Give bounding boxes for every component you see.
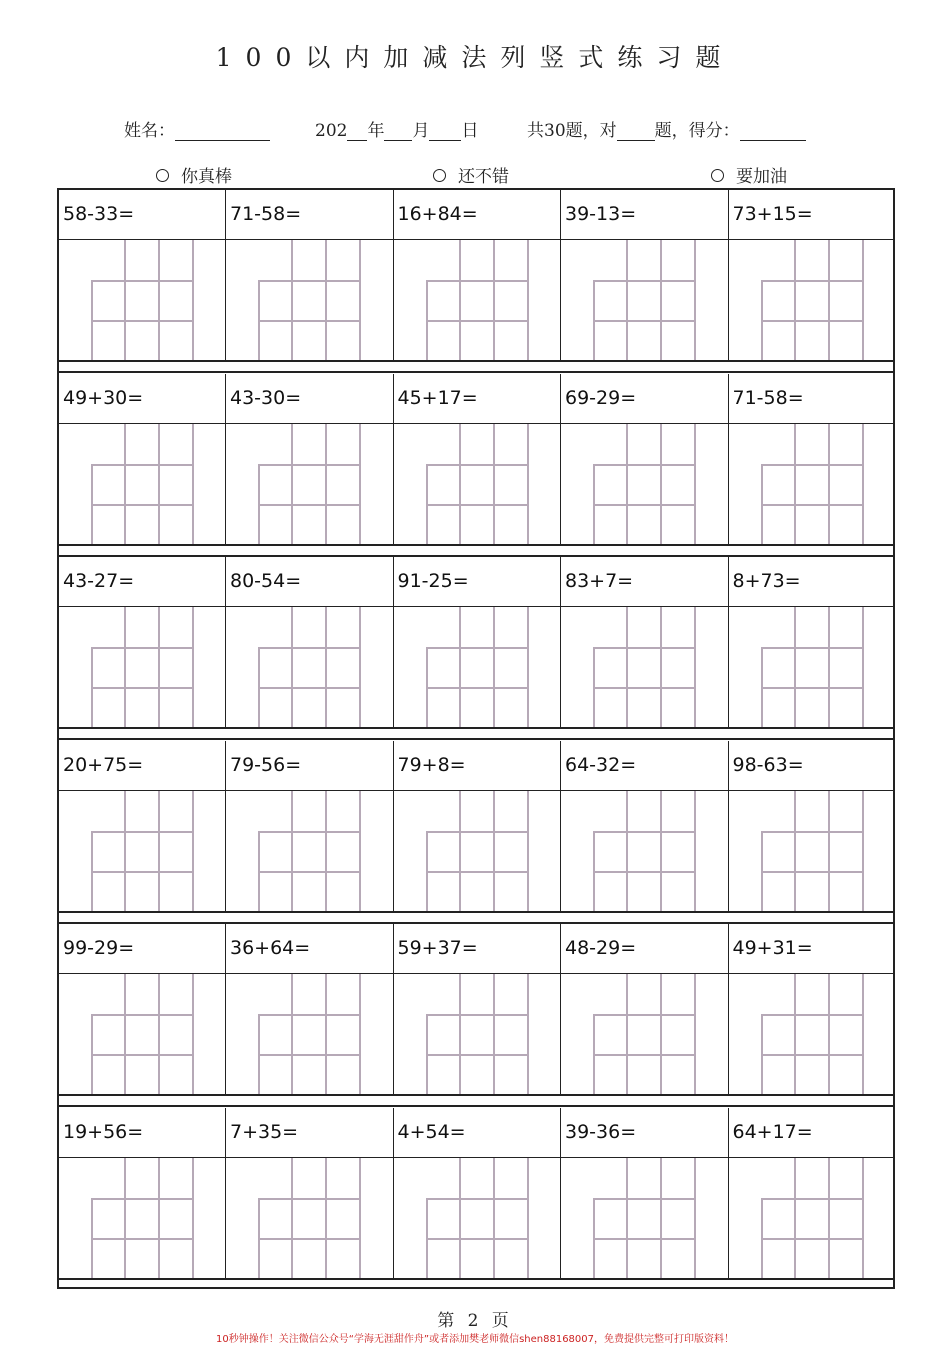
grid-line	[258, 1198, 361, 1200]
grid-line	[828, 1158, 830, 1278]
grid-line	[660, 791, 662, 911]
answer-area	[561, 424, 729, 544]
grid-line	[325, 1158, 327, 1278]
day-blank	[429, 122, 461, 141]
grid-line	[359, 974, 361, 1094]
writing-grid	[258, 974, 362, 1094]
year-label: 年	[367, 121, 385, 141]
problem-cell: 79-56=	[226, 741, 394, 791]
answer-area	[394, 1158, 562, 1278]
problem-row	[59, 924, 893, 1094]
writing-grid	[258, 424, 362, 544]
writing-grid	[761, 974, 865, 1094]
grid-line	[459, 607, 461, 727]
grid-line	[459, 791, 461, 911]
writing-grid	[426, 791, 530, 911]
rating-try-harder-label: 要加油	[736, 167, 787, 187]
grid-line	[794, 791, 796, 911]
problem-cell: 83+7=	[561, 557, 729, 607]
writing-grid	[258, 791, 362, 911]
grid-line	[862, 424, 864, 544]
writing-grid	[761, 607, 865, 727]
answer-area	[59, 607, 226, 727]
grid-line	[660, 1158, 662, 1278]
problem-cell: 71-58=	[226, 190, 394, 240]
answer-area	[729, 791, 894, 911]
grid-line	[527, 607, 529, 727]
problem-cell: 71-58=	[729, 374, 894, 424]
grid-line	[91, 504, 194, 506]
writing-grid	[258, 1158, 362, 1278]
grid-line	[359, 424, 361, 544]
question-label: 题，得分：	[654, 121, 740, 141]
grid-line	[426, 280, 529, 282]
answer-area	[729, 424, 894, 544]
problem-cell: 79+8=	[394, 741, 562, 791]
answer-area	[729, 974, 894, 1094]
rating-good	[433, 162, 509, 187]
grid-line	[258, 1014, 361, 1016]
grid-line	[761, 464, 864, 466]
grid-line	[258, 871, 361, 873]
grid-line	[91, 871, 194, 873]
grid-line	[426, 647, 529, 649]
grid-line	[593, 320, 696, 322]
problem-grid	[57, 188, 895, 1289]
grid-line	[761, 320, 864, 322]
grid-line	[426, 687, 529, 689]
answer-area	[59, 974, 226, 1094]
circle-icon	[156, 169, 169, 182]
answer-area	[226, 1158, 394, 1278]
grid-line	[626, 974, 628, 1094]
writing-grid	[593, 424, 697, 544]
problem-cell: 48-29=	[561, 924, 729, 974]
grid-line	[91, 1238, 194, 1240]
circle-icon	[711, 169, 724, 182]
grid-line	[426, 1014, 529, 1016]
grid-line	[828, 974, 830, 1094]
grid-line	[794, 240, 796, 360]
writing-grid	[761, 424, 865, 544]
grid-line	[626, 240, 628, 360]
grid-line	[761, 504, 864, 506]
grid-line	[258, 320, 361, 322]
grid-line	[158, 424, 160, 544]
writing-grid	[91, 424, 195, 544]
grid-line	[660, 974, 662, 1094]
year-blank	[347, 122, 367, 141]
grid-line	[426, 1198, 529, 1200]
grid-line	[493, 974, 495, 1094]
row-separator	[59, 727, 893, 729]
grid-line	[694, 791, 696, 911]
grid-line	[192, 240, 194, 360]
grid-line	[626, 607, 628, 727]
grid-line	[527, 424, 529, 544]
score-field	[527, 116, 806, 141]
grid-line	[291, 974, 293, 1094]
grid-line	[593, 504, 696, 506]
grid-line	[527, 791, 529, 911]
problem-cell: 4+54=	[394, 1108, 562, 1158]
writing-grid	[593, 974, 697, 1094]
grid-line	[794, 607, 796, 727]
answer-area	[394, 240, 562, 360]
answer-area	[394, 607, 562, 727]
grid-line	[192, 607, 194, 727]
grid-line	[761, 831, 864, 833]
problem-cell: 39-13=	[561, 190, 729, 240]
answer-area	[59, 240, 226, 360]
writing-grid	[91, 974, 195, 1094]
grid-line	[158, 240, 160, 360]
answer-area	[561, 974, 729, 1094]
answer-area	[561, 1158, 729, 1278]
grid-line	[158, 607, 160, 727]
circle-icon	[433, 169, 446, 182]
grid-line	[593, 280, 696, 282]
grid-line	[593, 647, 696, 649]
answer-area	[729, 607, 894, 727]
grid-line	[258, 280, 361, 282]
month-label: 月	[412, 121, 430, 141]
grid-line	[359, 240, 361, 360]
grid-line	[158, 974, 160, 1094]
writing-grid	[91, 1158, 195, 1278]
grid-line	[761, 687, 864, 689]
grid-line	[593, 687, 696, 689]
problem-cell: 49+31=	[729, 924, 894, 974]
grid-line	[794, 1158, 796, 1278]
problem-cell: 80-54=	[226, 557, 394, 607]
writing-grid	[426, 607, 530, 727]
problem-cell: 43-30=	[226, 374, 394, 424]
row-separator	[59, 544, 893, 546]
grid-line	[124, 974, 126, 1094]
grid-line	[258, 831, 361, 833]
problem-cell: 59+37=	[394, 924, 562, 974]
grid-line	[862, 974, 864, 1094]
row-separator	[59, 1094, 893, 1096]
grid-line	[459, 1158, 461, 1278]
answer-area	[59, 424, 226, 544]
writing-grid	[258, 240, 362, 360]
grid-line	[593, 1238, 696, 1240]
grid-line	[493, 1158, 495, 1278]
grid-line	[158, 791, 160, 911]
grid-line	[660, 424, 662, 544]
problem-row	[59, 1108, 893, 1278]
grid-line	[291, 424, 293, 544]
problem-cell: 49+30=	[59, 374, 226, 424]
date-field	[315, 116, 478, 141]
answer-area	[226, 240, 394, 360]
writing-grid	[426, 240, 530, 360]
grid-line	[761, 871, 864, 873]
problem-cell: 39-36=	[561, 1108, 729, 1158]
grid-line	[761, 1014, 864, 1016]
grid-line	[325, 791, 327, 911]
problem-row	[59, 557, 893, 727]
page-number: 第 2 页	[437, 1311, 513, 1331]
problem-cell: 64+17=	[729, 1108, 894, 1158]
problem-cell: 36+64=	[226, 924, 394, 974]
grid-line	[91, 320, 194, 322]
grid-line	[325, 974, 327, 1094]
writing-grid	[593, 1158, 697, 1278]
grid-line	[91, 1054, 194, 1056]
grid-line	[660, 240, 662, 360]
grid-line	[124, 240, 126, 360]
grid-line	[493, 607, 495, 727]
grid-line	[426, 871, 529, 873]
grid-line	[459, 424, 461, 544]
grid-line	[493, 791, 495, 911]
writing-grid	[91, 607, 195, 727]
problem-cell: 99-29=	[59, 924, 226, 974]
grid-line	[426, 1238, 529, 1240]
grid-line	[192, 974, 194, 1094]
grid-line	[862, 240, 864, 360]
row-separator	[59, 911, 893, 913]
grid-line	[794, 974, 796, 1094]
grid-line	[694, 240, 696, 360]
grid-line	[593, 831, 696, 833]
grid-line	[325, 424, 327, 544]
grid-line	[426, 464, 529, 466]
grid-line	[91, 1198, 194, 1200]
writing-grid	[761, 240, 865, 360]
grid-line	[527, 1158, 529, 1278]
grid-line	[493, 424, 495, 544]
grid-line	[258, 687, 361, 689]
grid-line	[761, 1198, 864, 1200]
grid-line	[91, 1014, 194, 1016]
writing-grid	[426, 1158, 530, 1278]
grid-line	[91, 464, 194, 466]
answer-area	[729, 1158, 894, 1278]
grid-line	[593, 1054, 696, 1056]
footer-note: 10秒钟操作！关注微信公众号“学海无涯甜作舟”或者添加樊老师微信shen88168007，免费提供完整可打印版资料！	[215, 1334, 735, 1345]
grid-line	[828, 791, 830, 911]
grid-line	[291, 1158, 293, 1278]
name-label: 姓名：	[124, 121, 175, 141]
grid-line	[761, 647, 864, 649]
problem-cell: 8+73=	[729, 557, 894, 607]
grid-line	[258, 1238, 361, 1240]
correct-blank	[617, 122, 655, 141]
grid-line	[158, 1158, 160, 1278]
grid-line	[761, 1238, 864, 1240]
answer-area	[561, 791, 729, 911]
grid-line	[426, 831, 529, 833]
grid-line	[527, 974, 529, 1094]
grid-line	[325, 240, 327, 360]
problem-cell: 16+84=	[394, 190, 562, 240]
answer-area	[729, 240, 894, 360]
answer-area	[226, 974, 394, 1094]
grid-line	[91, 831, 194, 833]
grid-line	[626, 424, 628, 544]
rating-good-label: 还不错	[458, 167, 509, 187]
answer-area	[561, 240, 729, 360]
problem-row	[59, 374, 893, 544]
problem-cell: 19+56=	[59, 1108, 226, 1158]
row-separator	[59, 1278, 893, 1280]
writing-grid	[91, 791, 195, 911]
grid-line	[291, 791, 293, 911]
name-blank	[175, 122, 270, 141]
grid-line	[694, 607, 696, 727]
problem-row	[59, 190, 893, 360]
row-separator	[59, 360, 893, 362]
answer-area	[394, 974, 562, 1094]
grid-line	[626, 1158, 628, 1278]
grid-line	[192, 791, 194, 911]
problem-cell: 43-27=	[59, 557, 226, 607]
score-blank	[740, 122, 806, 141]
grid-line	[694, 1158, 696, 1278]
problem-cell: 45+17=	[394, 374, 562, 424]
writing-grid	[593, 240, 697, 360]
grid-line	[593, 1198, 696, 1200]
grid-line	[862, 607, 864, 727]
grid-line	[426, 1054, 529, 1056]
grid-line	[124, 607, 126, 727]
grid-line	[426, 504, 529, 506]
grid-line	[660, 607, 662, 727]
grid-line	[593, 464, 696, 466]
writing-grid	[426, 974, 530, 1094]
writing-grid	[761, 1158, 865, 1278]
writing-grid	[91, 240, 195, 360]
rating-great	[156, 162, 232, 187]
grid-line	[291, 607, 293, 727]
year-prefix: 202	[315, 121, 348, 141]
month-blank	[384, 122, 412, 141]
grid-line	[91, 687, 194, 689]
grid-line	[459, 240, 461, 360]
grid-line	[91, 647, 194, 649]
grid-line	[258, 1054, 361, 1056]
problem-cell: 91-25=	[394, 557, 562, 607]
rating-great-label: 你真棒	[181, 167, 232, 187]
problem-cell: 64-32=	[561, 741, 729, 791]
grid-line	[459, 974, 461, 1094]
grid-line	[828, 424, 830, 544]
problem-cell: 98-63=	[729, 741, 894, 791]
answer-area	[226, 424, 394, 544]
problem-cell: 58-33=	[59, 190, 226, 240]
problem-cell: 20+75=	[59, 741, 226, 791]
answer-area	[394, 791, 562, 911]
grid-line	[258, 504, 361, 506]
page-title: 100以内加减法列竖式练习题	[215, 43, 735, 72]
grid-line	[291, 240, 293, 360]
writing-grid	[258, 607, 362, 727]
grid-line	[761, 280, 864, 282]
grid-line	[626, 791, 628, 911]
grid-line	[593, 871, 696, 873]
grid-line	[493, 240, 495, 360]
writing-grid	[761, 791, 865, 911]
writing-grid	[593, 607, 697, 727]
grid-line	[426, 320, 529, 322]
grid-line	[828, 607, 830, 727]
grid-line	[124, 424, 126, 544]
answer-area	[394, 424, 562, 544]
grid-line	[862, 791, 864, 911]
writing-grid	[593, 791, 697, 911]
grid-line	[192, 1158, 194, 1278]
name-field	[124, 116, 270, 141]
grid-line	[527, 240, 529, 360]
day-label: 日	[461, 121, 479, 141]
grid-line	[258, 464, 361, 466]
problem-cell: 69-29=	[561, 374, 729, 424]
grid-line	[694, 974, 696, 1094]
total-label: 共30题，对	[527, 121, 617, 141]
grid-line	[694, 424, 696, 544]
grid-line	[359, 607, 361, 727]
grid-line	[828, 240, 830, 360]
grid-line	[192, 424, 194, 544]
grid-line	[862, 1158, 864, 1278]
problem-row	[59, 741, 893, 911]
writing-grid	[426, 424, 530, 544]
problem-cell: 7+35=	[226, 1108, 394, 1158]
grid-line	[593, 1014, 696, 1016]
answer-area	[561, 607, 729, 727]
grid-line	[124, 791, 126, 911]
grid-line	[761, 1054, 864, 1056]
grid-line	[124, 1158, 126, 1278]
grid-line	[794, 424, 796, 544]
answer-area	[226, 607, 394, 727]
grid-line	[91, 280, 194, 282]
grid-line	[359, 1158, 361, 1278]
grid-line	[325, 607, 327, 727]
grid-line	[258, 647, 361, 649]
rating-try-harder	[711, 162, 787, 187]
problem-cell: 73+15=	[729, 190, 894, 240]
answer-area	[59, 791, 226, 911]
answer-area	[59, 1158, 226, 1278]
grid-line	[359, 791, 361, 911]
answer-area	[226, 791, 394, 911]
